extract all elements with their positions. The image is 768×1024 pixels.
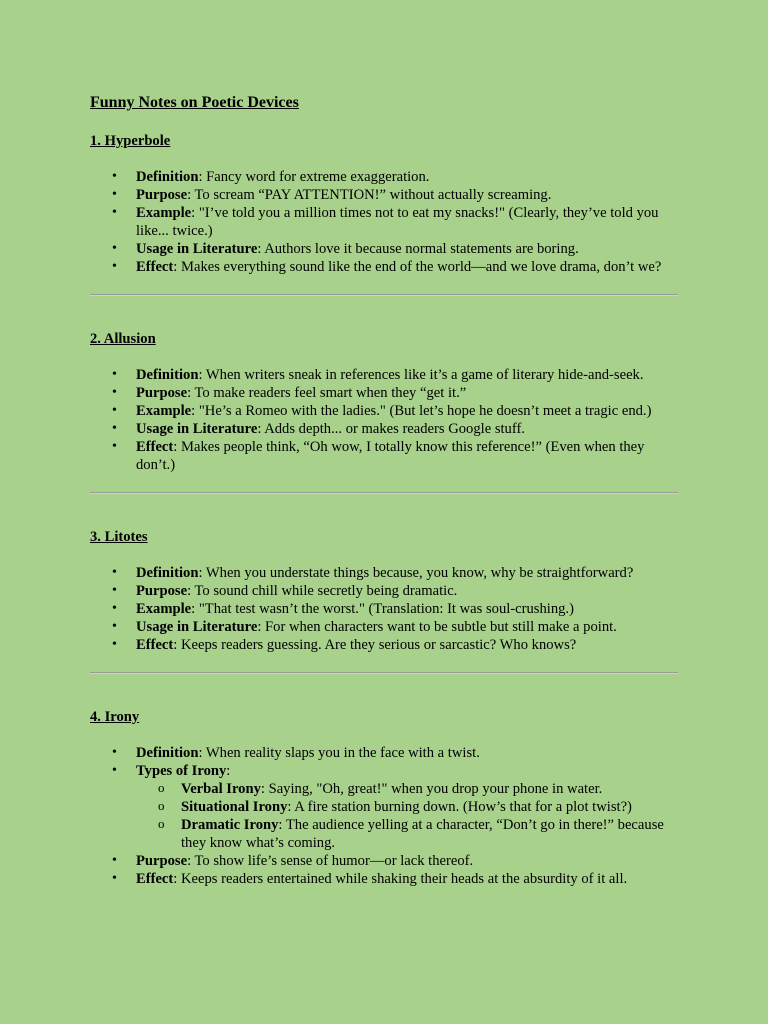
item-text: : "That test wasn’t the worst." (Translation: It was soul-crushing.) xyxy=(191,601,574,617)
bullet-list xyxy=(90,564,678,654)
item-term: Effect xyxy=(136,439,174,455)
list-item xyxy=(90,618,678,636)
list-item xyxy=(90,600,678,618)
item-term: Definition xyxy=(136,169,199,185)
item-term: Purpose xyxy=(136,187,188,203)
item-term: Effect xyxy=(136,637,174,653)
item-text: : For when characters want to be subtle but still make a point. xyxy=(257,619,617,635)
section-heading: 1. Hyperbole xyxy=(90,133,171,149)
item-term: Definition xyxy=(136,565,199,581)
list-item xyxy=(90,420,678,438)
list-item xyxy=(90,258,678,276)
item-term: Definition xyxy=(136,745,199,761)
section-divider xyxy=(90,672,678,674)
list-item xyxy=(90,240,678,258)
item-text: : When you understate things because, you know, why be straightforward? xyxy=(198,565,634,581)
item-term: Usage in Literature xyxy=(136,241,258,257)
item-text: : Keeps readers entertained while shaking their heads at the absurdity of it all. xyxy=(173,871,628,887)
list-item xyxy=(90,852,678,870)
item-text: : Makes everything sound like the end of the world—and we love drama, don’t we? xyxy=(173,259,662,275)
item-term: Usage in Literature xyxy=(136,619,258,635)
bullet-list xyxy=(90,744,678,888)
item-term: Example xyxy=(136,403,192,419)
item-term: Example xyxy=(136,205,192,221)
item-term: Purpose xyxy=(136,853,188,869)
list-item xyxy=(90,762,678,852)
list-item xyxy=(90,870,678,888)
item-text: : Fancy word for extreme exaggeration. xyxy=(198,169,430,185)
item-text: : Saying, "Oh, great!" when you drop your phone in water. xyxy=(260,781,603,797)
section-hyperbole xyxy=(90,132,678,276)
document-title: Funny Notes on Poetic Devices xyxy=(90,94,299,111)
section-divider xyxy=(90,294,678,296)
item-term: Verbal Irony xyxy=(181,781,261,797)
sub-list-item xyxy=(136,816,678,852)
item-text: : The audience yelling at a character, “Don’t go in there!” because they know what’s coming. xyxy=(181,817,664,851)
item-term: Example xyxy=(136,601,192,617)
list-item xyxy=(90,582,678,600)
item-text: : To make readers feel smart when they “get it.” xyxy=(187,385,467,401)
item-term: Definition xyxy=(136,367,199,383)
list-item xyxy=(90,636,678,654)
item-term: Effect xyxy=(136,871,174,887)
item-text: : xyxy=(226,763,231,779)
list-item xyxy=(90,384,678,402)
list-item xyxy=(90,438,678,474)
sub-list-item xyxy=(136,780,678,798)
item-term: Dramatic Irony xyxy=(181,817,279,833)
item-term: Purpose xyxy=(136,583,188,599)
item-term: Types of Irony xyxy=(136,763,227,779)
item-term: Situational Irony xyxy=(181,799,288,815)
sub-list-item xyxy=(136,798,678,816)
section-heading: 4. Irony xyxy=(90,709,140,725)
item-text: : To scream “PAY ATTENTION!” without actually screaming. xyxy=(187,187,552,203)
item-text: : Adds depth... or makes readers Google stuff. xyxy=(257,421,525,437)
item-term: Purpose xyxy=(136,385,188,401)
section-heading: 3. Litotes xyxy=(90,529,148,545)
list-item xyxy=(90,366,678,384)
item-text: : Keeps readers guessing. Are they serious or sarcastic? Who knows? xyxy=(173,637,577,653)
item-text: : Makes people think, “Oh wow, I totally know this reference!” (Even when they don’t.) xyxy=(136,439,645,473)
list-item xyxy=(90,186,678,204)
list-item xyxy=(90,168,678,186)
item-text: : A fire station burning down. (How’s that for a plot twist?) xyxy=(287,799,632,815)
list-item xyxy=(90,744,678,762)
item-text: : Authors love it because normal statements are boring. xyxy=(257,241,579,257)
list-item xyxy=(90,564,678,582)
item-text: : "He’s a Romeo with the ladies." (But let’s hope he doesn’t meet a tragic end.) xyxy=(191,403,652,419)
item-text: : When reality slaps you in the face with a twist. xyxy=(198,745,480,761)
item-text: : When writers sneak in references like it’s a game of literary hide-and-seek. xyxy=(198,367,644,383)
bullet-list xyxy=(90,168,678,276)
section-heading: 2. Allusion xyxy=(90,331,156,347)
sub-bullet-list xyxy=(136,780,678,852)
bullet-list xyxy=(90,366,678,474)
section-allusion xyxy=(90,330,678,474)
item-term: Effect xyxy=(136,259,174,275)
item-text: : "I’ve told you a million times not to eat my snacks!" (Clearly, they’ve told you like... twice.) xyxy=(136,205,659,239)
list-item xyxy=(90,204,678,240)
section-divider xyxy=(90,492,678,494)
item-term: Usage in Literature xyxy=(136,421,258,437)
item-text: : To sound chill while secretly being dramatic. xyxy=(187,583,458,599)
list-item xyxy=(90,402,678,420)
item-text: : To show life’s sense of humor—or lack thereof. xyxy=(187,853,474,869)
section-litotes xyxy=(90,528,678,654)
section-irony xyxy=(90,708,678,888)
document-body xyxy=(90,93,678,888)
